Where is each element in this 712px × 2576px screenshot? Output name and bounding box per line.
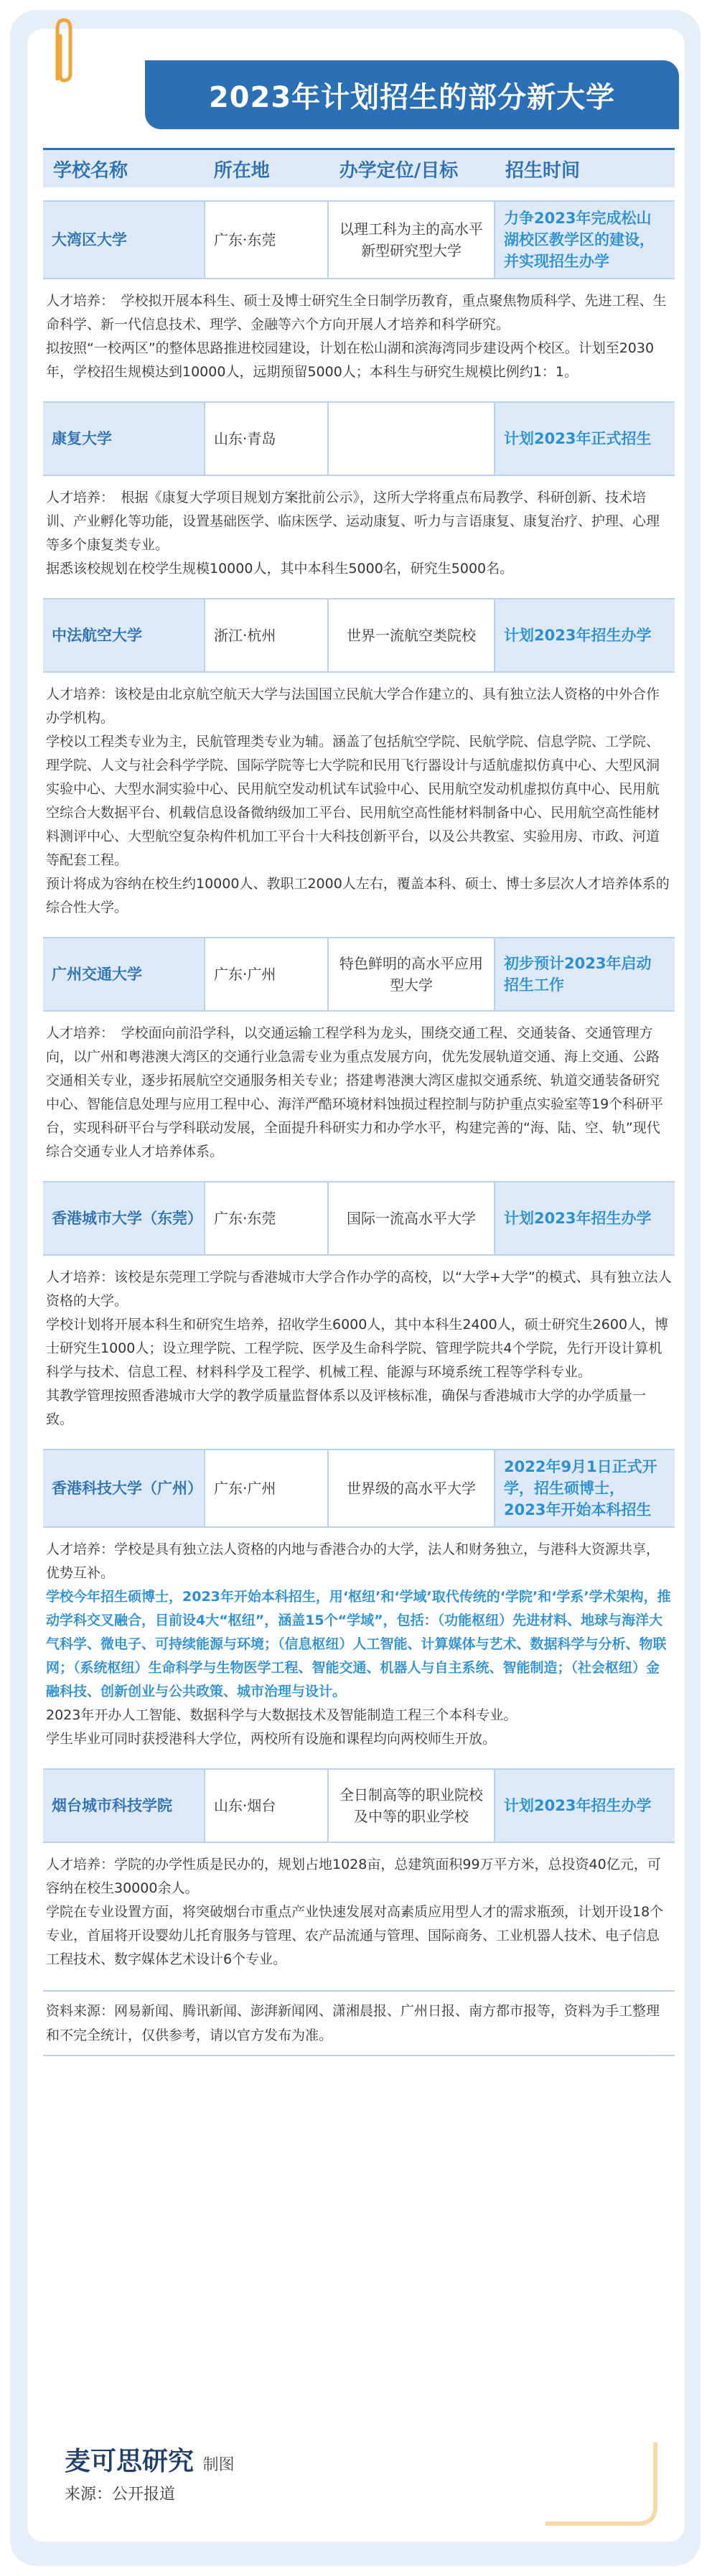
- description-paragraph: 学院在专业设置方面，将突破烟台市重点产业快速发展对高素质应用型人才的需求瓶颈，计划开设18个专业，首届将开设婴幼儿托育服务与管理、农产品流通与管理、国际商务、工业机器人技术、电子信息工程技术、数字媒体艺术设计6个专业。: [46, 1904, 664, 1967]
- school-description: [43, 1528, 675, 1755]
- school-positioning: 以理工科为主的高水平新型研究型大学: [327, 202, 494, 278]
- description-paragraph: 人才培养：该校是由北京航空航天大学与法国国立民航大学合作建立的、具有独立法人资格的中外合作办学机构。: [46, 686, 660, 726]
- school-location: 广东·广州: [204, 1450, 327, 1526]
- footer: [65, 2441, 235, 2504]
- school-row: [43, 1449, 675, 1528]
- school-name: 香港城市大学（东莞）: [43, 1182, 204, 1254]
- school-description: [43, 1843, 675, 1976]
- school-positioning: 全日制高等的职业院校及中等的职业学校: [327, 1770, 494, 1842]
- school-positioning: 特色鲜明的高水平应用型大学: [327, 938, 494, 1010]
- school-location: 广东·广州: [204, 938, 327, 1010]
- school-name: 烟台城市科技学院: [43, 1770, 204, 1842]
- footer-source: 来源：公开报道: [65, 2486, 176, 2503]
- school-location: 山东·青岛: [204, 403, 327, 475]
- description-paragraph: 拟按照“一校两区”的整体思路推进校园建设，计划在松山湖和滨海湾同步建设两个校区。计划至2030年，学校招生规模达到10000人，远期预留5000人；本科生与研究生规模比例约1：1。: [46, 340, 655, 380]
- school-time: 2022年9月1日正式开学，招生硕博士，2023年开始本科招生: [494, 1450, 675, 1526]
- school-description: [43, 673, 675, 924]
- school-name: 广州交通大学: [43, 938, 204, 1010]
- school-row: [43, 1181, 675, 1256]
- description-paragraph: 据悉该校规划在校学生规模10000人，其中本科生5000名，研究生5000名。: [46, 561, 514, 577]
- school-location: 山东·烟台: [204, 1770, 327, 1842]
- school-description: [43, 1256, 675, 1436]
- school-description: [43, 1012, 675, 1168]
- school-positioning: 国际一流高水平大学: [327, 1182, 494, 1254]
- header-time: 招生时间: [505, 159, 581, 182]
- school-time: 计划2023年正式招生: [494, 403, 675, 475]
- school-name: 中法航空大学: [43, 599, 204, 671]
- description-paragraph: 人才培养：该校是东莞理工学院与香港城市大学合作办学的高校，以“大学+大学”的模式、具有独立法人资格的大学。: [46, 1269, 672, 1309]
- paperclip-icon: [52, 17, 76, 86]
- brand-suffix: 制图: [202, 2456, 235, 2474]
- school-name: 康复大学: [43, 403, 204, 475]
- school-description: [43, 476, 675, 585]
- description-paragraph: 人才培养：学校是具有独立法人资格的内地与香港合办的大学，法人和财务独立，与港科大资源共享，优势互补。: [46, 1541, 660, 1581]
- school-row: [43, 401, 675, 476]
- description-paragraph: 学校以工程类专业为主，民航管理类专业为辅。涵盖了包括航空学院、民航学院、信息学院、工学院、理学院、人文与社会科学学院、国际学院等七大学院和民用飞行器设计与适航虚拟仿真中心、大型风洞实验中心、大型水洞实验中心、民用航空发动机试车试验中心、民用航空发动机虚拟仿真中心、民用航空综合大数据平台、机载信息设备微纳级加工平台、民用航空高性能材料制备中心、民用航空高性能材料测评中心、大型航空复杂构件机加工平台十大科技创新平台，以及公共教室、实验用房、市政、河道等配套工程。: [46, 734, 660, 868]
- school-positioning: [327, 403, 494, 475]
- description-paragraph: 人才培养： 学校面向前沿学科，以交通运输工程学科为龙头，围绕交通工程、交通装备、交通管理方向，以广州和粤港澳大湾区的交通行业急需专业为重点发展方向，优先发展轨道交通、海上交通、公路交通相关专业，逐步拓展航空交通服务相关专业；搭建粤港澳大湾区虚拟交通系统、轨道交通装备研究中心、智能信息处理与应用工程中心、海洋严酷环境材料蚀损过程控制与防护重点实验室等19个科研平台，实现科研平台与学科联动发展，全面提升科研实力和办学水平，构建完善的“海、陆、空、轨”现代综合交通专业人才培养体系。: [46, 1025, 664, 1159]
- description-paragraph: 预计将成为容纳在校生约10000人、教职工2000人左右，覆盖本科、硕士、博士多层次人才培养体系的综合性大学。: [46, 876, 670, 915]
- brand-name: 麦可思研究: [65, 2447, 195, 2476]
- school-name: 大湾区大学: [43, 202, 204, 278]
- school-location: 浙江·杭州: [204, 599, 327, 671]
- school-description: [43, 279, 675, 388]
- description-paragraph: 其教学管理按照香港城市大学的教学质量监督体系以及评核标准，确保与香港城市大学的办学质量一致。: [46, 1388, 647, 1427]
- school-table: [43, 148, 675, 2056]
- school-time: 计划2023年招生办学: [494, 599, 675, 671]
- school-time: 计划2023年招生办学: [494, 1770, 675, 1842]
- header-positioning: 办学定位/目标: [339, 159, 459, 182]
- school-positioning: 世界一流航空类院校: [327, 599, 494, 671]
- table-header: [43, 148, 675, 187]
- description-paragraph: 学校计划将开展本科生和研究生培养，招收学生6000人，其中本科生2400人，硕士研究生2600人，博士研究生1000人；设立理学院、工程学院、医学及生命科学院、管理学院共4个学院，先行开设计算机科学与技术、信息工程、材料科学及工程学、机械工程、能源与环境系统工程等学科专业。: [46, 1317, 669, 1380]
- page-title: [145, 60, 679, 129]
- school-location: 广东·东莞: [204, 202, 327, 278]
- school-row: [43, 200, 675, 279]
- description-paragraph: 学生毕业可同时获授港科大学位，两校所有设施和课程均向两校师生开放。: [46, 1731, 497, 1747]
- description-paragraph: 人才培养： 根据《康复大学项目规划方案批前公示》，这所大学将重点布局教学、科研创新、技术培训、产业孵化等功能，设置基础医学、临床医学、运动康复、听力与言语康复、康复治疗、护理、心理等多个康复类专业。: [46, 490, 660, 553]
- header-location: 所在地: [213, 159, 270, 182]
- school-name: 香港科技大学（广州）: [43, 1450, 204, 1526]
- description-paragraph: 2023年开办人工智能、数据科学与大数据技术及智能制造工程三个本科专业。: [46, 1707, 517, 1723]
- description-paragraph: 人才培养：学院的办学性质是民办的，规划占地1028亩，总建筑面积99万平方米，总投资40亿元，可容纳在校生30000余人。: [46, 1857, 661, 1896]
- brand-logo: [65, 2441, 235, 2478]
- school-location: 广东·东莞: [204, 1182, 327, 1254]
- page-title-text: 2023年计划招生的部分新大学: [208, 80, 616, 114]
- school-time: 计划2023年招生办学: [494, 1182, 675, 1254]
- header-name: 学校名称: [53, 159, 128, 182]
- description-paragraph: 学校今年招生硕博士，2023年开始本科招生，用‘枢纽’和‘学域’取代传统的‘学院’和‘学系’学术架构，推动学科交叉融合，目前设4大“枢纽”，涵盖15个“学域”，包括：（功能枢纽）先进材料、地球与海洋大气科学、微电子、可持续能源与环境；（信息枢纽）人工智能、计算媒体与艺术、数据科学与分析、物联网；（系统枢纽）生命科学与生物医学工程、智能交通、机器人与自主系统、智能制造；（社会枢纽）金融科技、创新创业与公共政策、城市治理与设计。: [46, 1589, 671, 1699]
- school-row: [43, 1768, 675, 1843]
- sources-note: 资料来源：网易新闻、腾讯新闻、澎湃新闻网、潇湘晨报、广州日报、南方都市报等，资料为手工整理和不完全统计，仅供参考，请以官方发布为准。: [43, 1990, 675, 2056]
- corner-decoration: [545, 2442, 657, 2526]
- school-time: 力争2023年完成松山湖校区教学区的建设，并实现招生办学: [494, 202, 675, 278]
- school-row: [43, 937, 675, 1012]
- school-time: 初步预计2023年启动招生工作: [494, 938, 675, 1010]
- school-positioning: 世界级的高水平大学: [327, 1450, 494, 1526]
- school-row: [43, 598, 675, 673]
- description-paragraph: 人才培养： 学校拟开展本科生、硕士及博士研究生全日制学历教育，重点聚焦物质科学、先进工程、生命科学、新一代信息技术、理学、金融等六个方向开展人才培养和科学研究。: [46, 293, 667, 332]
